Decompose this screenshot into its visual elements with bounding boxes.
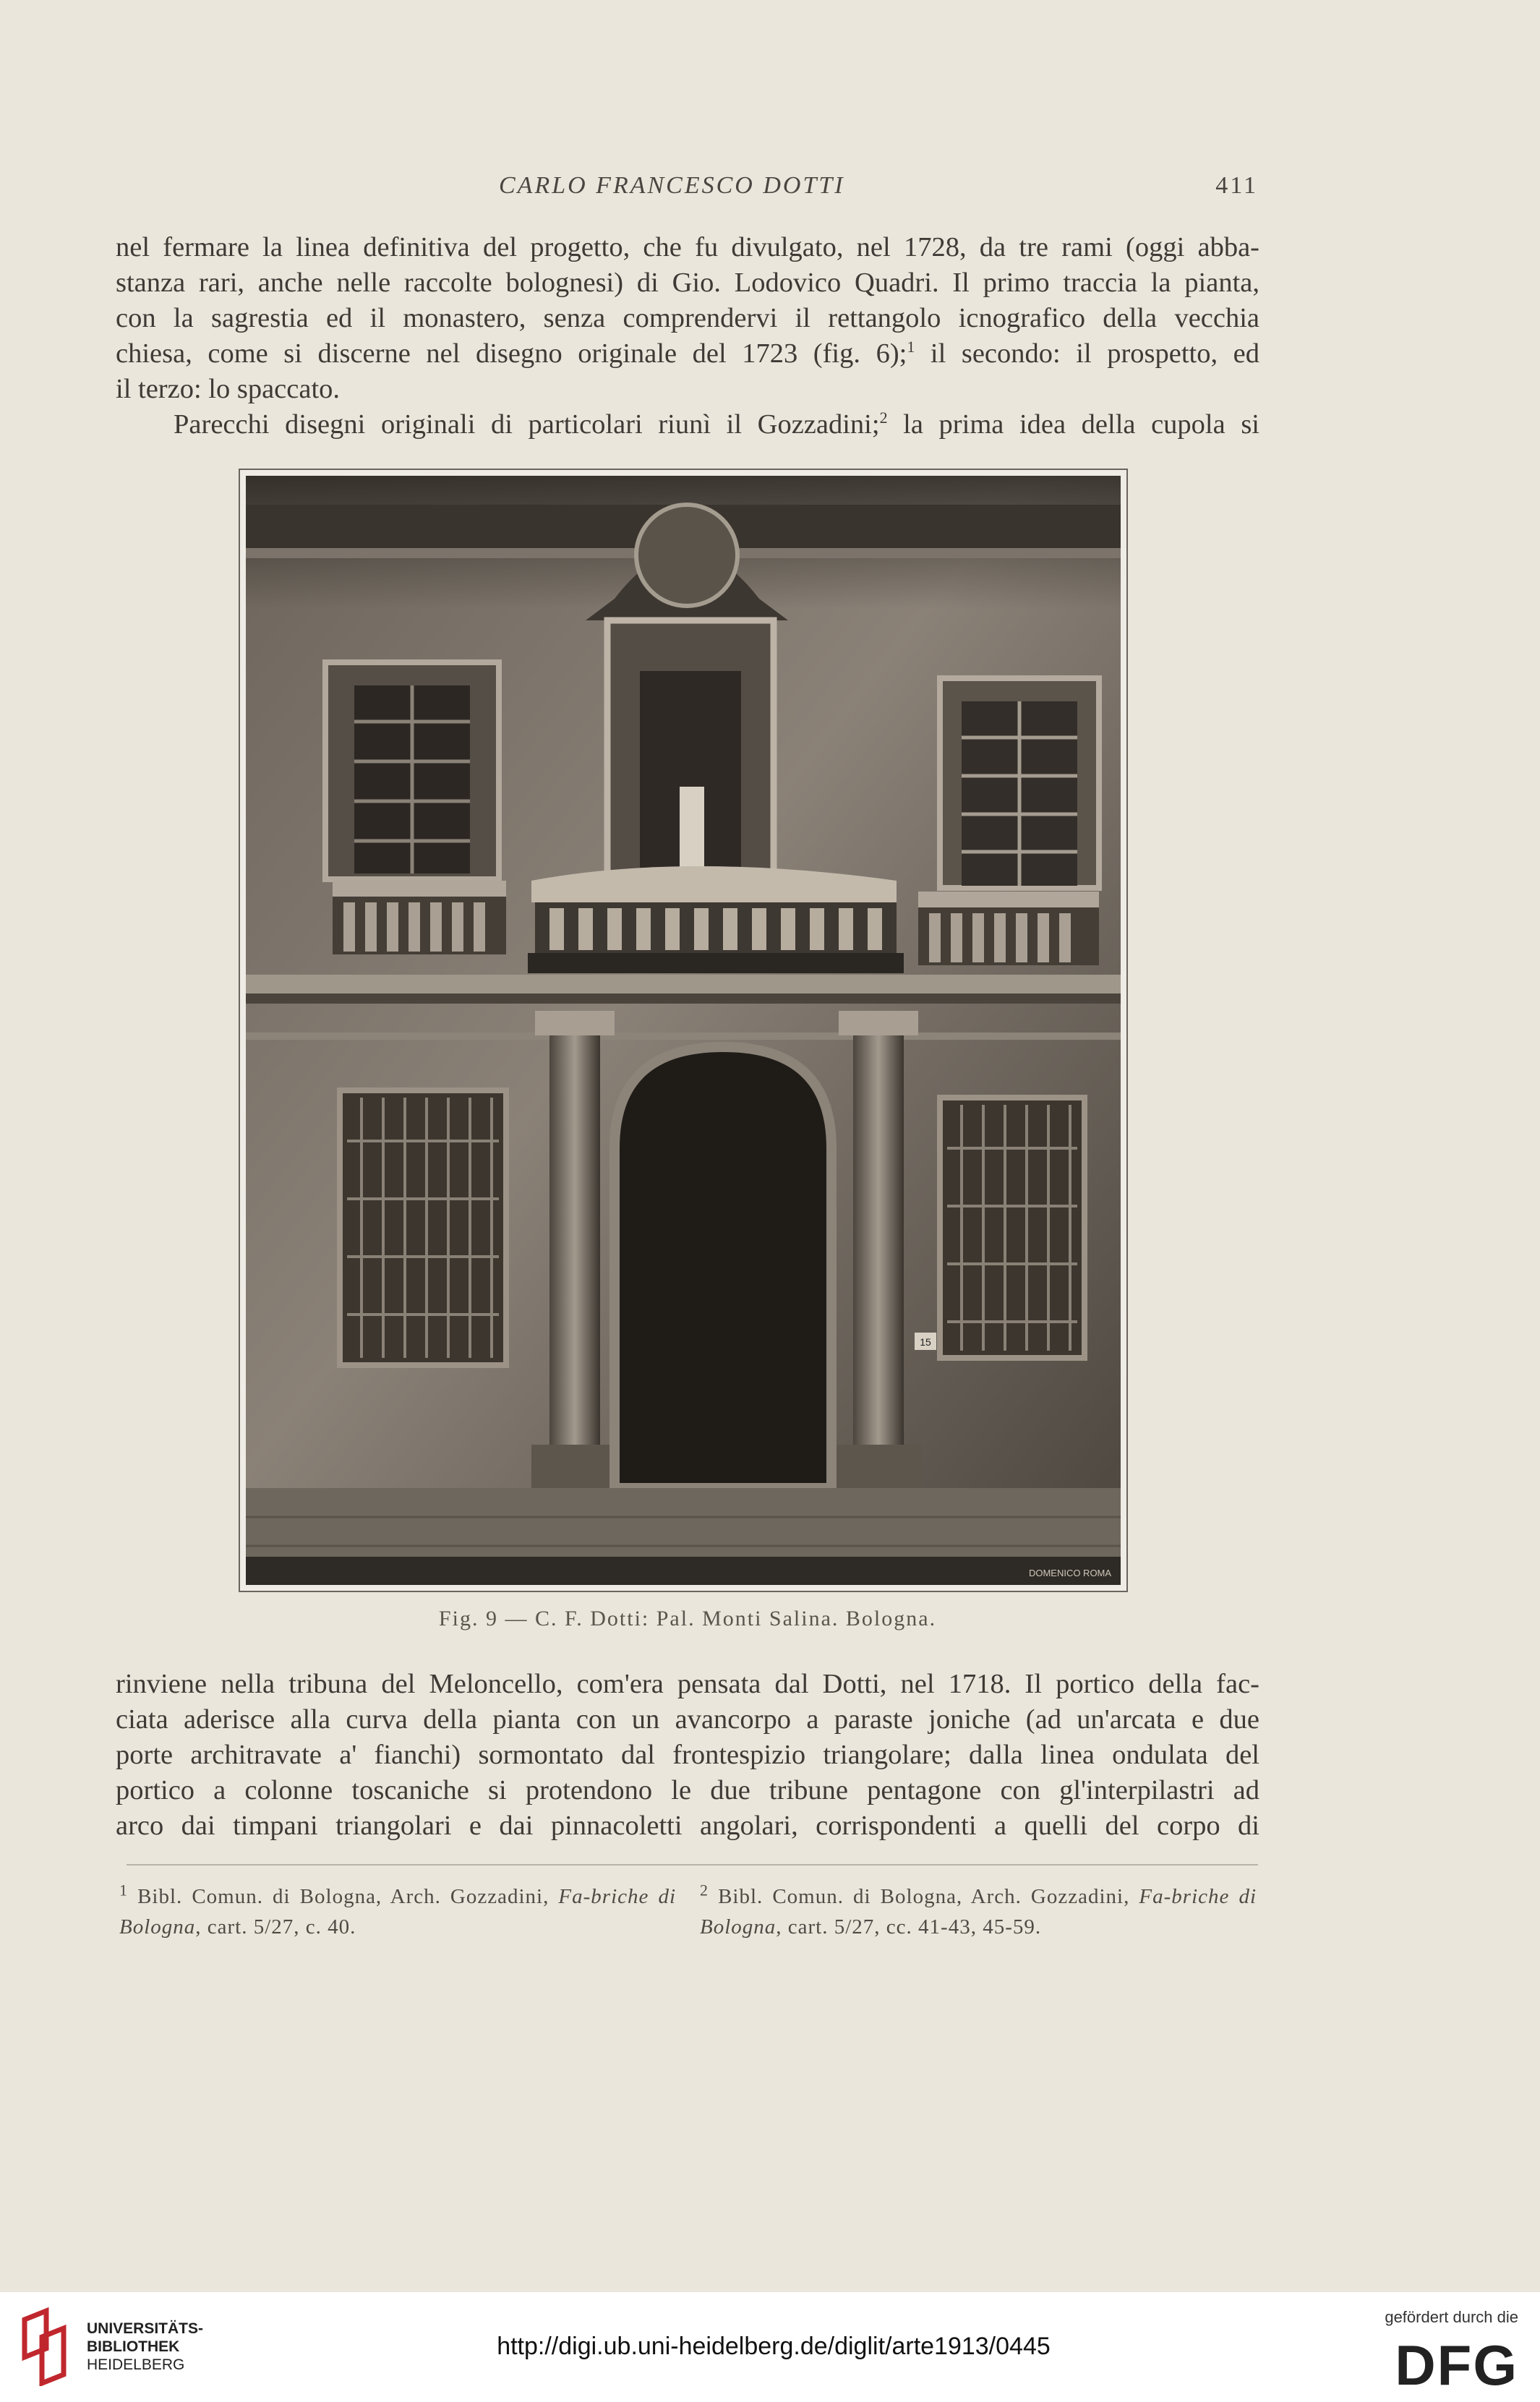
paragraph-top <box>116 230 1259 443</box>
running-title: CARLO FRANCESCO DOTTI <box>499 172 845 199</box>
library-line: HEIDELBERG <box>87 2356 185 2373</box>
library-line: UNIVERSITÄTS- <box>87 2320 204 2337</box>
footnote-ref: 1 <box>907 338 915 356</box>
text-span: chiesa, come si discerne nel disegno originale del 1723 (fig. 6); <box>116 338 907 369</box>
house-number: 15 <box>920 1336 931 1348</box>
footnote-citation: , cart. 5/27, cc. 41-43, 45-59. <box>776 1915 1042 1939</box>
footnote-title: Fa-briche di Bologna <box>119 1885 676 1939</box>
text-line: rinviene nella tribuna del Meloncello, com'era pensata dal Dotti, nel 1718. Il portico della fac- <box>116 1669 1259 1699</box>
palazzo-facade-photo <box>246 476 1121 1585</box>
text-line: il terzo: lo spaccato. <box>116 374 341 404</box>
text-span: la prima idea della cupola si <box>887 409 1259 440</box>
footnote-citation: , cart. 5/27, c. 40. <box>195 1915 356 1939</box>
figure-photograph <box>239 469 1128 1592</box>
permalink[interactable]: http://digi.ub.uni-heidelberg.de/diglit/arte1913/0445 <box>497 2333 1051 2360</box>
footnote-2 <box>700 1881 1257 1942</box>
digitization-footer <box>0 2292 1540 2402</box>
footnote-ref: 2 <box>879 409 888 427</box>
funded-by-label: gefördert durch die <box>1385 2308 1518 2326</box>
footnote-divider <box>127 1864 1258 1865</box>
text-line: portico a colonne toscaniche si protendono le due tribune pentagone con gl'interpilastri ad <box>116 1775 1259 1805</box>
footnote-mark: 2 <box>700 1881 709 1899</box>
text-line <box>116 336 1259 372</box>
footnote-1 <box>119 1881 676 1942</box>
dfg-logo: DFG <box>1395 2333 1518 2397</box>
footnote-title: Fa-briche di Bologna <box>700 1885 1257 1939</box>
photo-credit: DOMENICO ROMA <box>1028 1568 1112 1578</box>
paragraph-bottom <box>116 1667 1259 1844</box>
balcony-right <box>918 892 1099 965</box>
text-line <box>116 407 1259 443</box>
text-line: arco dai timpani triangolari e dai pinnacoletti angolari, corrispondenti a quelli del corpo di <box>116 1811 1259 1841</box>
balcony-central <box>528 866 904 973</box>
figure-caption: Fig. 9 — C. F. Dotti: Pal. Monti Salina. Bologna. <box>438 1607 937 1630</box>
footnote-mark: 1 <box>119 1881 128 1899</box>
footnote-text: Bibl. Comun. di Bologna, Arch. Gozzadini, <box>137 1885 559 1908</box>
text-line: porte architravate a' fianchi) sormontato dal frontespizio triangolare; dalla linea ondulata del <box>116 1740 1259 1770</box>
library-name <box>87 2320 203 2374</box>
text-line: con la sagrestia ed il monastero, senza comprendervi il rettangolo icnografico della vecchia <box>116 303 1259 333</box>
university-library-logo-icon <box>17 2305 75 2386</box>
text-span: il secondo: il prospetto, ed <box>915 338 1260 369</box>
text-span: Parecchi disegni originali di particolari riunì il Gozzadini; <box>174 409 880 440</box>
balcony-left <box>333 881 506 954</box>
text-line: nel fermare la linea definitiva del progetto, che fu divulgato, nel 1728, da tre rami (oggi abba- <box>116 232 1259 262</box>
text-line: stanza rari, anche nelle raccolte bolognesi) di Gio. Lodovico Quadri. Il primo traccia la pianta, <box>116 268 1259 298</box>
text-line: ciata aderisce alla curva della pianta con un avancorpo a paraste joniche (ad un'arcata e due <box>116 1704 1259 1735</box>
library-line: BIBLIOTHEK <box>87 2338 180 2355</box>
page-number: 411 <box>1215 172 1258 199</box>
footnote-text: Bibl. Comun. di Bologna, Arch. Gozzadini, <box>718 1885 1139 1908</box>
